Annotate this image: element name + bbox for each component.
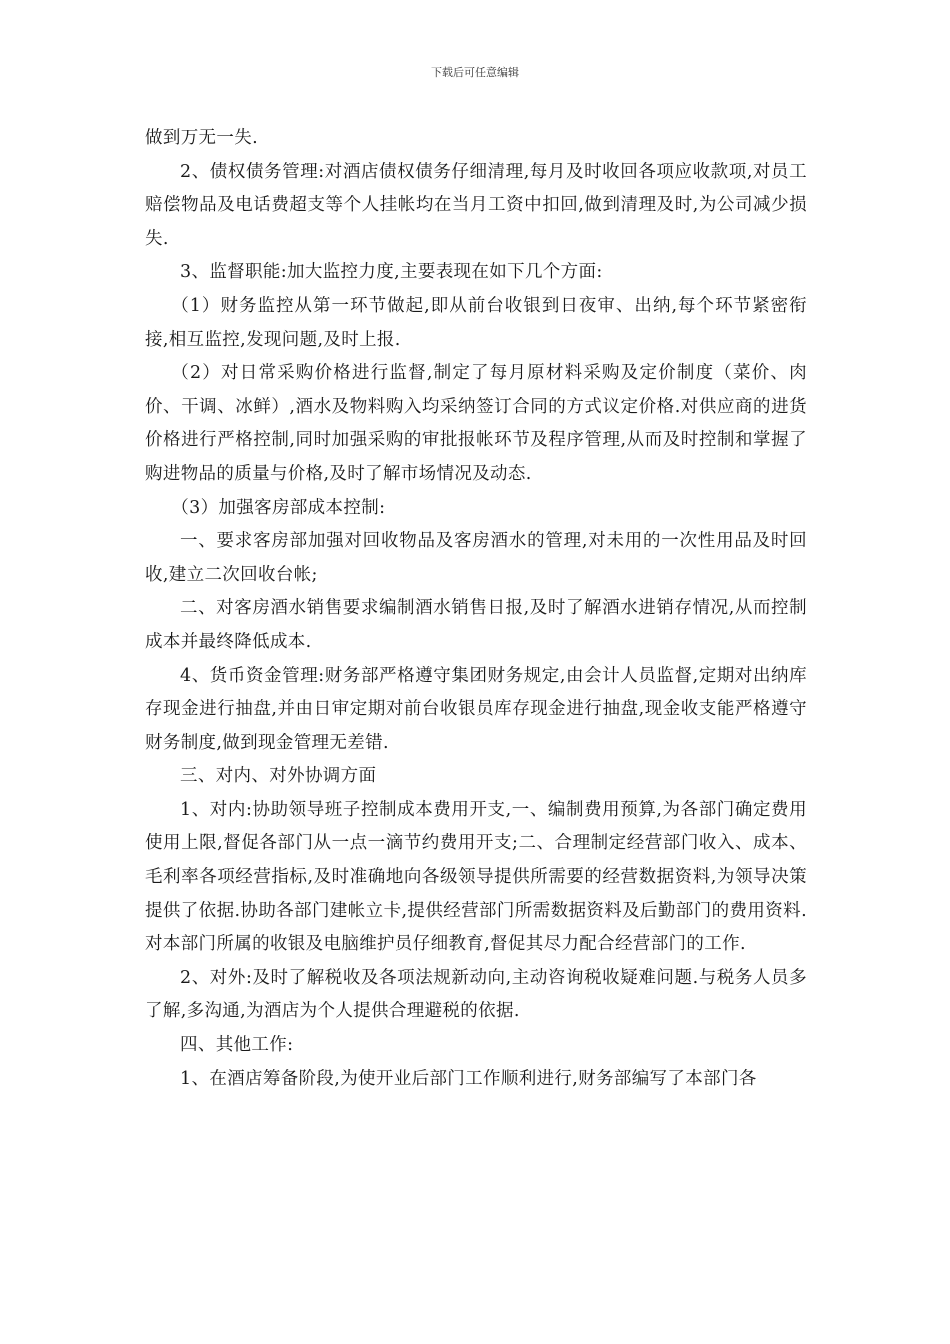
section-heading-other-work: 四、其他工作: <box>180 1035 294 1056</box>
paragraph-continuation: 做到万无一失. <box>145 128 259 148</box>
page-header: 下载后可任意编辑 <box>431 66 519 79</box>
document-body <box>145 122 807 1096</box>
section-heading-coordination: 三、对内、对外协调方面 <box>180 766 377 787</box>
paragraph-internal: 1、对内:协助领导班子控制成本费用开支,一、编制费用预算,为各部门确定费用使用上限,督促各部门从一点一滴节约费用开支;二、合理制定经营部门收入、成本、毛利率各项经营指标,及时准确地向各级领导提供所需要的经营数据资料,为领导决策提供了依据.协助各部门建帐立卡,提供经营部门所需数据资料及后勤部门的费用资料.对本部门所属的收银及电脑维护员仔细教育,督促其尽力配合经营部门的工作. <box>145 799 807 955</box>
paragraph-room-control-2: 二、对客房酒水销售要求编制酒水销售日报,及时了解酒水进销存情况,从而控制成本并最终降低成本. <box>145 598 807 652</box>
paragraph-supervision-item-1: （1）财务监控从第一环节做起,即从前台收银到日夜审、出纳,每个环节紧密衔接,相互监控,发现问题,及时上报. <box>145 295 807 350</box>
paragraph-supervision: 3、监督职能:加大监控力度,主要表现在如下几个方面: <box>180 262 603 283</box>
paragraph-debt-management: 2、债权债务管理:对酒店债权债务仔细清理,每月及时收回各项应收款项,对员工赔偿物品及电话费超支等个人挂帐均在当月工资中扣回,做到清理及时,为公司减少损失. <box>145 161 807 249</box>
paragraph-preparation: 1、在酒店筹备阶段,为使开业后部门工作顺利进行,财务部编写了本部门各 <box>180 1068 757 1089</box>
paragraph-external: 2、对外:及时了解税收及各项法规新动向,主动咨询税收疑难问题.与税务人员多了解,多沟通,为酒店为个人提供合理避税的依据. <box>145 967 807 1022</box>
paragraph-cash-management: 4、货币资金管理:财务部严格遵守集团财务规定,由会计人员监督,定期对出纳库存现金进行抽盘,并由日审定期对前台收银员库存现金进行抽盘,现金收支能严格遵守财务制度,做到现金管理无差错. <box>145 665 807 753</box>
paragraph-supervision-item-2: （2）对日常采购价格进行监督,制定了每月原材料采购及定价制度（菜价、肉价、干调、冰鲜）,酒水及物料购入均采纳签订合同的方式议定价格.对供应商的进货价格进行严格控制,同时加强采购的审批报帐环节及程序管理,从而及时控制和掌握了购进物品的质量与价格,及时了解市场情况及动态. <box>145 363 807 484</box>
paragraph-supervision-item-3: （3）加强客房部成本控制: <box>171 497 386 518</box>
paragraph-room-control-1: 一、要求客房部加强对回收物品及客房酒水的管理,对未用的一次性用品及时回收,建立二次回收台帐; <box>145 531 807 585</box>
